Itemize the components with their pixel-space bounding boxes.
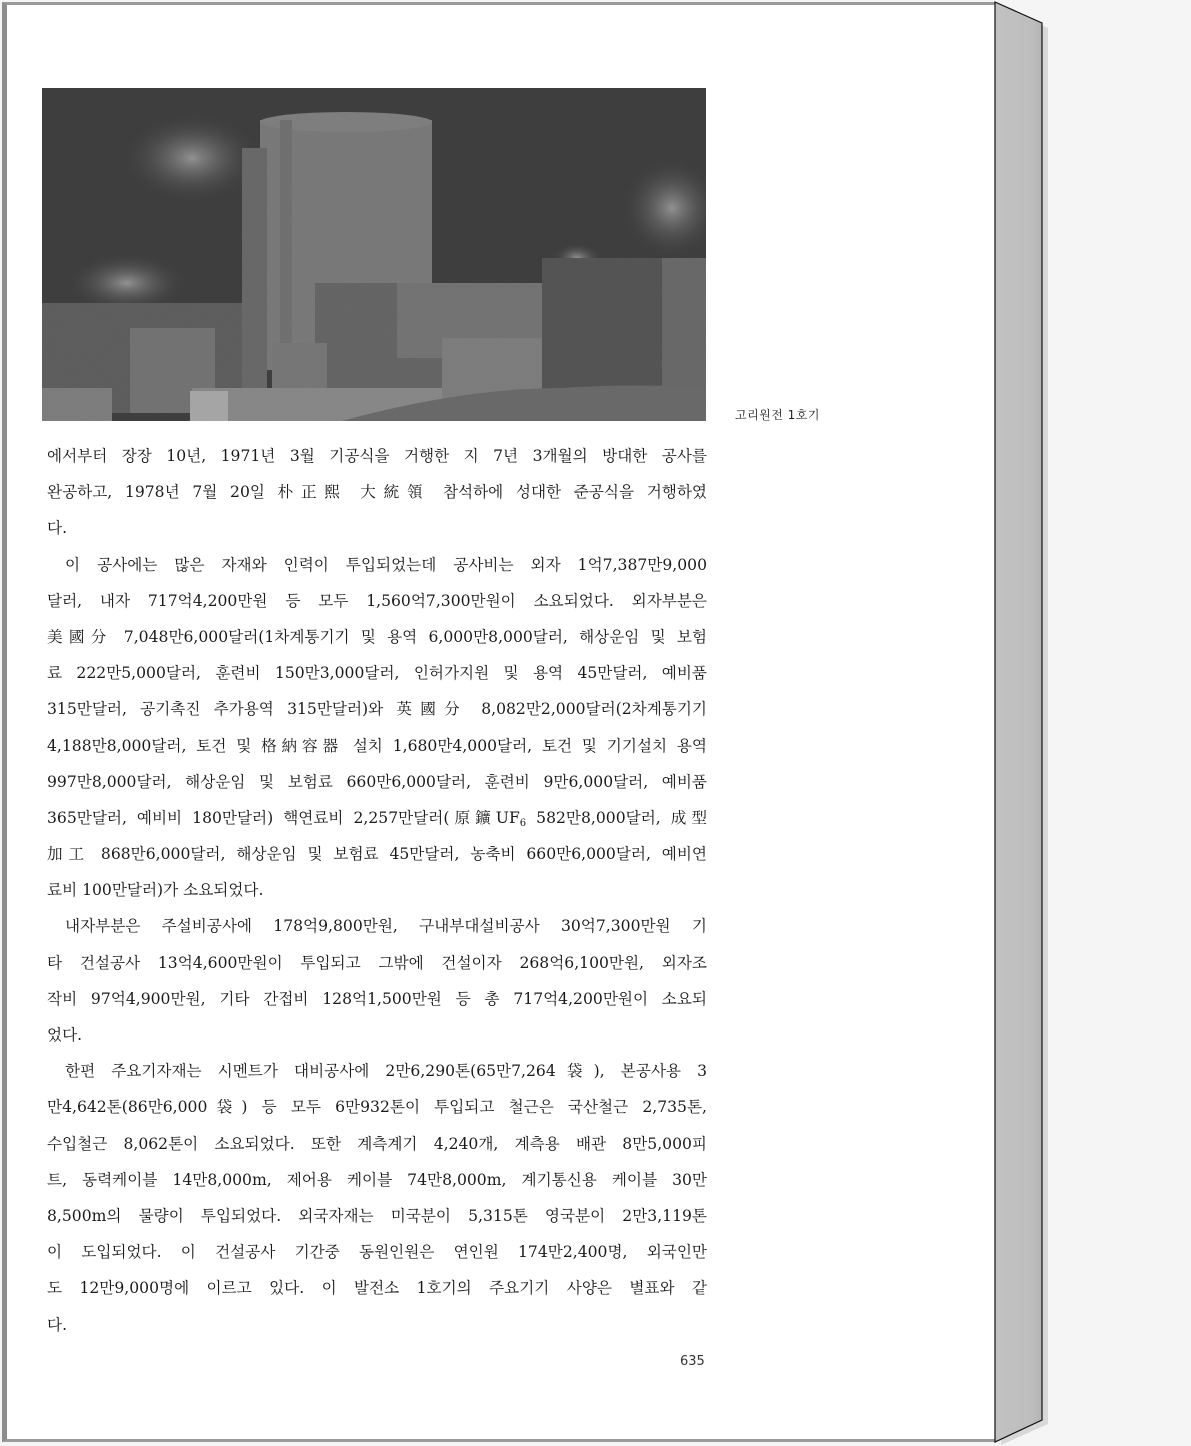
text-line: 수입철근 8,062톤이 소요되었다. 또한 계측계기 4,240개, 계측용 배관 8만5,000피 <box>47 1134 707 1153</box>
page-curl-edge <box>994 0 1054 1446</box>
text-line: 작비 97억4,900만원, 기타 간접비 128억1,500만원 등 총 717억4,200만원이 소요되 <box>47 989 707 1008</box>
text-line: 4,188만8,000달러, 토건 및 格納容器 설치 1,680만4,000달러, 토건 및 기기설치 용역 <box>47 736 707 755</box>
photo-graphic <box>42 88 706 421</box>
text-line-with-subscript <box>47 800 707 836</box>
text-line: 8,500m의 물량이 투입되었다. 외국자재는 미국분이 5,315톤 영국분이 2만3,119톤 <box>47 1206 707 1225</box>
paragraph-2 <box>47 547 707 909</box>
paragraph-1 <box>47 438 707 547</box>
text-segment: 365만달러, 예비비 180만달러) 핵연료비 2,257만달러(原鑛UF <box>47 808 520 827</box>
text-line: 내자부분은 주설비공사에 178억9,800만원, 구내부대설비공사 30억7,300만원 기 <box>65 917 707 936</box>
text-line: 이 도입되었다. 이 건설공사 기간중 동원인원은 연인원 174만2,400명, 외국인만 <box>47 1243 707 1262</box>
text-line: 997만8,000달러, 해상운임 및 보험료 660만6,000달러, 훈련비 9만6,000달러, 예비품 <box>47 772 707 791</box>
text-line: 달러, 내자 717억4,200만원 등 모두 1,560억7,300만원이 소요되었다. 외자부분은 <box>47 591 707 610</box>
text-line: 만4,642톤(86만6,000袋) 등 모두 6만932톤이 투입되고 철근은 국산철근 2,735톤, <box>47 1098 707 1117</box>
text-line: 315만달러, 공기촉진 추가용역 315만달러)와 英國分 8,082만2,000달러(2차계통기기 <box>47 700 707 719</box>
body-text <box>47 438 707 1343</box>
text-line: 한편 주요기자재는 시멘트가 대비공사에 2만6,290톤(65만7,264袋), 본공사용 3 <box>65 1062 707 1081</box>
text-line: 료비 100만달러)가 소요되었다. <box>47 881 264 900</box>
photo-caption: 고리원전 1호기 <box>735 408 821 422</box>
page-number: 635 <box>680 1354 705 1369</box>
text-line: 美國分 7,048만6,000달러(1차계통기기 및 용역 6,000만8,000달러, 해상운임 및 보험 <box>47 627 707 646</box>
text-line: 에서부터 장장 10년, 1971년 3월 기공식을 거행한 지 7년 3개월의 방대한 공사를 <box>47 447 707 465</box>
nuclear-plant-photo <box>42 88 706 421</box>
text-line: 다. <box>47 1315 68 1334</box>
text-line: 료 222만5,000달러, 훈련비 150만3,000달러, 인허가지원 및 용역 45만달러, 예비품 <box>47 664 707 683</box>
text-line: 타 건설공사 13억4,600만원이 투입되고 그밖에 건설이자 268억6,100만원, 외자조 <box>47 953 707 972</box>
text-line: 트, 동력케이블 14만8,000m, 제어용 케이블 74만8,000m, 계기통신용 케이블 30만 <box>47 1170 707 1189</box>
text-line: 加工 868만6,000달러, 해상운임 및 보험료 45만달러, 농축비 660만6,000달러, 예비연 <box>47 845 707 864</box>
paragraph-3 <box>47 908 707 1053</box>
text-line: 이 공사에는 많은 자재와 인력이 투입되었는데 공사비는 외자 1억7,387만9,000 <box>65 555 707 574</box>
text-line: 다. <box>47 519 68 538</box>
text-line: 도 12만9,000명에 이르고 있다. 이 발전소 1호기의 주요기기 사양은 별표와 같 <box>47 1279 707 1298</box>
paragraph-4 <box>47 1053 707 1343</box>
text-segment: 582만8,000달러, 成型 <box>526 808 707 827</box>
text-line: 었다. <box>47 1026 83 1044</box>
text-line: 완공하고, 1978년 7월 20일 朴正熙 大統領 참석하에 성대한 준공식을 거행하였 <box>47 483 707 502</box>
subscript: 6 <box>519 817 527 829</box>
